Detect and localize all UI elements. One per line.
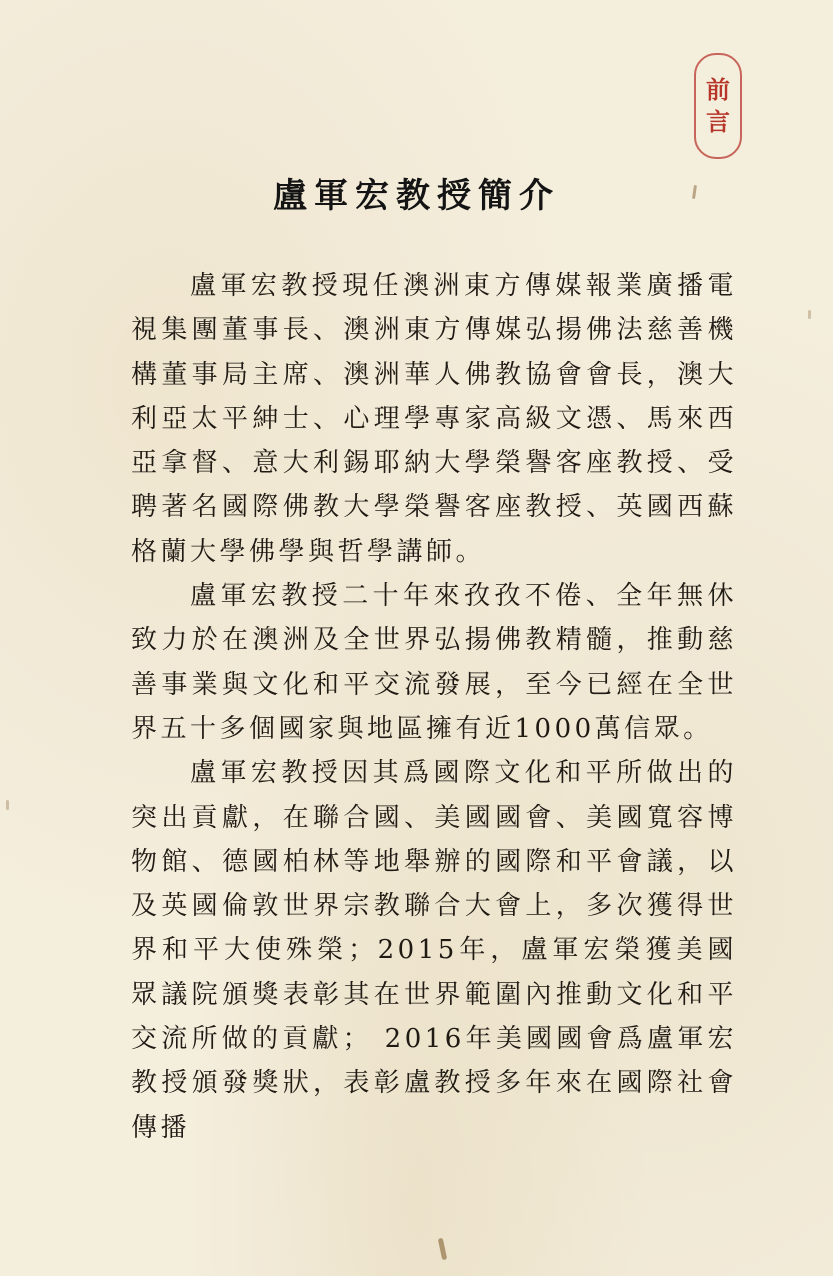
seal-char-1: 前 <box>706 76 730 104</box>
paper-fleck <box>6 800 9 810</box>
paragraph-positions: 盧軍宏教授現任澳洲東方傳媒報業廣播電視集團董事長、澳洲東方傳媒弘揚佛法慈善機構董事局主席、澳洲華人佛教協會會長，澳大利亞太平紳士、心理學專家高級文憑、馬來西亞拿督、意大利錫耶納大學榮譽客座教授、受聘著名國際佛教大學榮譽客座教授、英國西蘇格蘭大學佛學與哲學講師。 <box>131 271 737 567</box>
paragraph-dedication: 盧軍宏教授二十年來孜孜不倦、全年無休致力於在澳洲及全世界弘揚佛教精髓，推動慈善事業與文化和平交流發展，至今已經在全世界五十多個國家與地區擁有近1000萬信眾。 <box>131 581 737 744</box>
seal-char-2: 言 <box>706 108 730 136</box>
biography-text <box>131 264 737 1150</box>
page-title: 盧軍宏教授簡介 <box>273 176 560 216</box>
paper-fleck <box>808 310 811 319</box>
paper-fleck <box>438 1238 447 1261</box>
paragraph-honors: 盧軍宏教授因其爲國際文化和平所做出的突出貢獻，在聯合國、美國國會、美國寬容博物館、德國柏林等地舉辦的國際和平會議，以及英國倫敦世界宗教聯合大會上，多次獲得世界和平大使殊榮；2015年，盧軍宏榮獲美國眾議院頒獎表彰其在世界範圍內推動文化和平交流所做的貢獻； 2016年美國國會爲盧軍宏教授頒發獎狀，表彰盧教授多年來在國際社會傳播 <box>131 758 737 1143</box>
preface-seal <box>694 53 742 159</box>
